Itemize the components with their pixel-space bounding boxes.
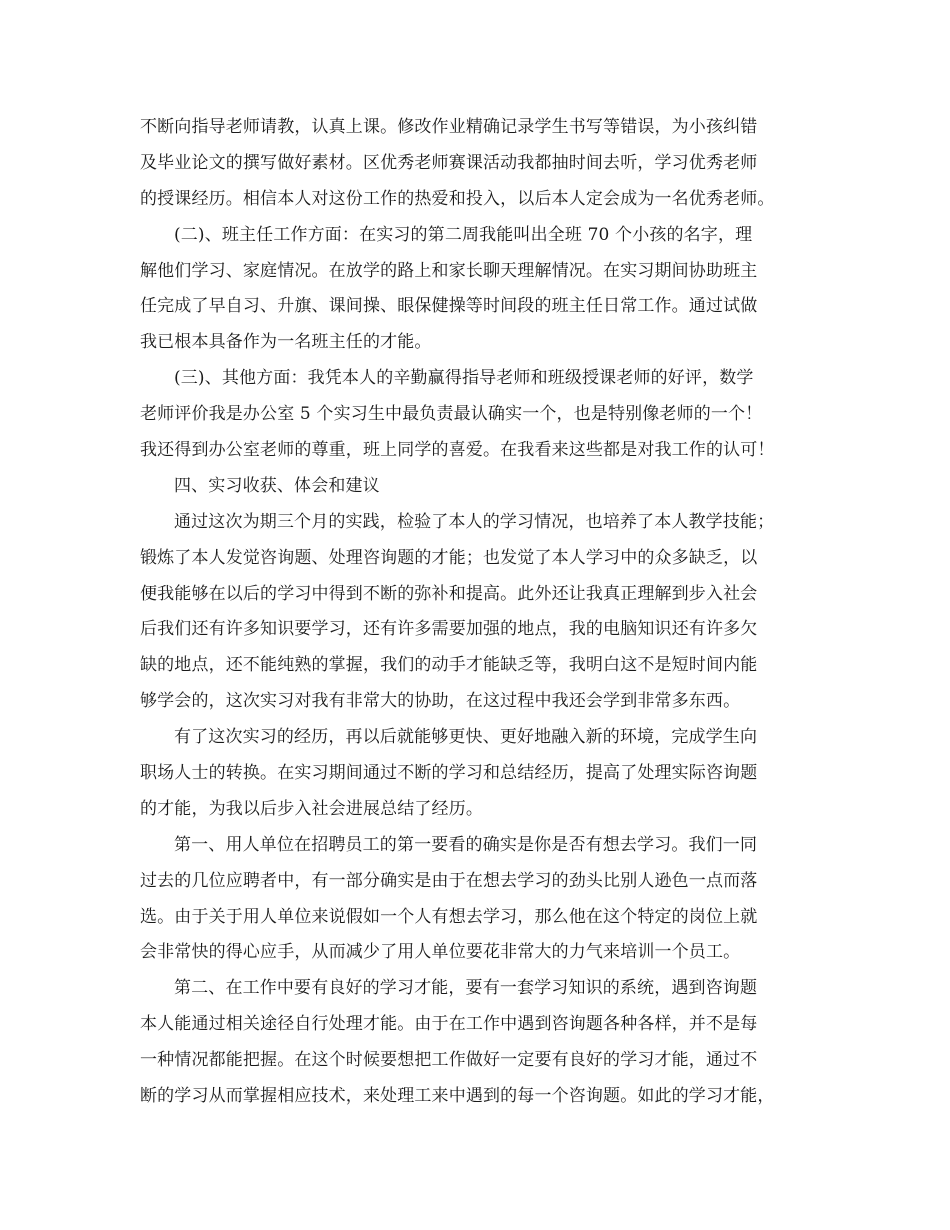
text-line: 够学会的，这次实习对我有非常大的协助，在这过程中我还会学到非常多东西。 — [140, 691, 741, 712]
document-body — [140, 110, 820, 1115]
text-line: 的才能，为我以后步入社会进展总结了经历。 — [140, 798, 483, 819]
text-line: 后我们还有许多知识要学习，还有许多需要加强的地点，我的电脑知识还有许多欠 — [140, 619, 758, 640]
text-line: 便我能够在以后的学习中得到不断的弥补和提高。此外还让我真正理解到步入社会 — [140, 583, 758, 604]
text-line: 缺的地点，还不能纯熟的掌握，我们的动手才能缺乏等，我明白这不是短时间内能 — [140, 655, 758, 676]
text-line: 本人能通过相关途径自行处理才能。由于在工作中遇到咨询题各种各样，并不是每 — [140, 1014, 758, 1035]
text-line: 解他们学习、家庭情况。在放学的路上和家长聊天理解情况。在实习期间协助班主 — [140, 260, 758, 281]
text-line: 不断向指导老师请教，认真上课。修改作业精确记录学生书写等错误，为小孩纠错 — [140, 117, 758, 137]
text-line: 及毕业论文的撰写做好素材。区优秀老师赛课活动我都抽时间去听，学习优秀老师 — [140, 152, 758, 173]
text-line: 老师评价我是办公室 5 个实习生中最负责最认确实一个，也是特别像老师的一个！ — [140, 404, 763, 425]
text-line: 任完成了早自习、升旗、课间操、眼保健操等时间段的班主任日常工作。通过试做 — [140, 296, 758, 317]
text-line: 会非常快的得心应手，从而减少了用人单位要花非常大的力气来培训一个员工。 — [140, 942, 741, 963]
text-line: 选。由于关于用人单位来说假如一个人有想去学习，那么他在这个特定的岗位上就 — [140, 906, 758, 927]
text-line: 第一、用人单位在招聘员工的第一要看的确实是你是否有想去学习。我们一同 — [174, 834, 758, 855]
text-line: 通过这次为期三个月的实践，检验了本人的学习情况，也培养了本人教学技能； — [174, 511, 775, 532]
text-line: (三)、其他方面：我凭本人的辛勤赢得指导老师和班级授课老师的好评，数学 — [174, 368, 754, 389]
text-line: 四、实习收获、体会和建议 — [174, 475, 380, 496]
text-line: 我已根本具备作为一名班主任的才能。 — [140, 332, 432, 353]
text-line: 有了这次实习的经历，再以后就能够更快、更好地融入新的环境，完成学生向 — [174, 727, 758, 748]
text-line: 第二、在工作中要有良好的学习才能，要有一套学习知识的系统，遇到咨询题 — [174, 978, 758, 999]
text-line: (二)、班主任工作方面：在实习的第二周我能叫出全班 70 个小孩的名字，理 — [174, 224, 753, 245]
text-line: 一种情况都能把握。在这个时候要想把工作做好一定要有良好的学习才能，通过不 — [140, 1050, 758, 1071]
text-line: 我还得到办公室老师的尊重，班上同学的喜爱。在我看来这些都是对我工作的认可！ — [140, 440, 775, 461]
text-line: 的授课经历。相信本人对这份工作的热爱和投入，以后本人定会成为一名优秀老师。 — [140, 188, 775, 209]
text-line: 过去的几位应聘者中，有一部分确实是由于在想去学习的劲头比别人逊色一点而落 — [140, 870, 758, 891]
text-line: 职场人士的转换。在实习期间通过不断的学习和总结经历，提高了处理实际咨询题 — [140, 763, 758, 784]
text-line: 锻炼了本人发觉咨询题、处理咨询题的才能；也发觉了本人学习中的众多缺乏，以 — [140, 547, 758, 568]
text-line: 断的学习从而掌握相应技术，来处理工来中遇到的每一个咨询题。如此的学习才能， — [140, 1086, 775, 1107]
